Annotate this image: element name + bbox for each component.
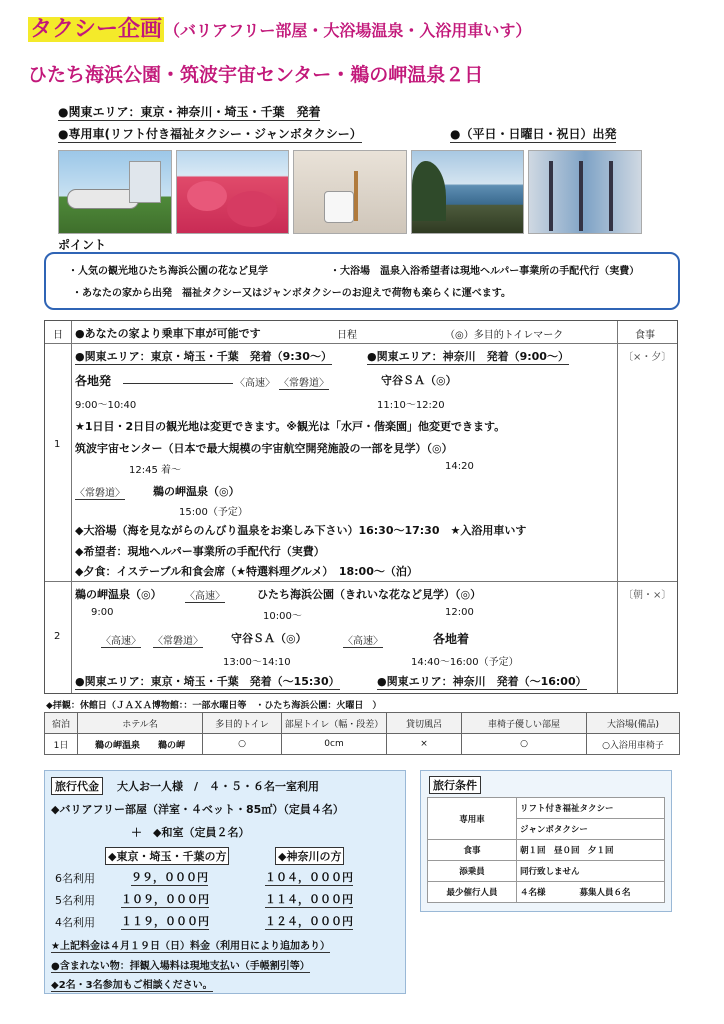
price-value: １０４，０００円 (265, 871, 353, 884)
cond-min-label: 最少催行人員 (428, 882, 517, 903)
cond-vehicle2: ジャンボタクシー (517, 819, 665, 840)
day1-line6a: 12:45 着〜 (129, 465, 181, 476)
day2-line3d: 〈高速〉 (343, 632, 383, 648)
day2-line1b: 〈高速〉 (185, 587, 225, 603)
point-item-1: ・人気の観光地ひたち海浜公園の花など見学 (68, 266, 268, 277)
day1-line10: ◆希望者：現地ヘルパー事業所の手配代行（実費） (75, 545, 325, 558)
acc-header-large-bath: 大浴場(備品) (587, 713, 680, 734)
price-value: ９９，０００円 (131, 871, 208, 884)
day1-line3a: 9:00〜10:40 (75, 400, 137, 411)
area-line: ●関東エリア：東京・神奈川・埼玉・千葉 発着 (58, 105, 321, 119)
price-row-label: 6名利用 (55, 872, 95, 885)
pricing-note1: ★上記料金は４月１９日（日）料金（利用日により追加あり） (51, 937, 330, 953)
header-toilet-mark: （◎）多目的トイレマーク (445, 330, 564, 341)
pricing-col2: ◆神奈川の方 (275, 847, 344, 865)
pricing-box (44, 770, 406, 994)
route-line (123, 383, 233, 384)
conditions-box (420, 770, 672, 912)
day2-line2a: 9:00 (91, 607, 114, 618)
day1-line7a: 〈常磐道〉 (75, 484, 125, 500)
acc-cell: ○入浴用車椅子 (587, 734, 680, 755)
acc-cell: ○ (462, 734, 587, 755)
day2-line4a: 13:00〜14:10 (223, 657, 291, 668)
itinerary-table (44, 320, 678, 694)
day2-line3e: 各地着 (433, 632, 470, 646)
day2-line2b: 10:00〜 (263, 611, 302, 622)
day1-line8: 15:00（予定） (179, 507, 248, 518)
acc-cell: ○ (203, 734, 282, 755)
title-sub: （バリアフリー部屋・大浴場温泉・入浴用車いす） (164, 21, 532, 40)
pricing-room2: ＋ ◆和室（定員２名） (131, 826, 250, 839)
acc-cell: 1日 (45, 734, 78, 755)
cond-min-value: ４名様 (520, 888, 546, 898)
price-value: １１９，０００円 (121, 915, 209, 928)
conditions-label: 旅行条件 (429, 776, 481, 794)
day2-line3b: 〈常磐道〉 (153, 632, 203, 648)
pricing-note2: ●含まれない物：拝観入場料は現地支払い（手帳割引等） (51, 957, 310, 973)
pricing-room1: ◆バリアフリー部屋（洋室・４ベット・85㎡）（定員４名） (51, 803, 344, 816)
price-value: １２４，０００円 (265, 915, 353, 928)
header-day: 日 (53, 330, 63, 341)
day1-line2d: 守谷ＳＡ（◎） (381, 374, 457, 387)
cond-meal: 朝１回 昼０回 夕１回 (517, 840, 665, 861)
day1-line1b: ●関東エリア：神奈川 発着（9:00〜） (367, 350, 569, 363)
coastal-view-photo (411, 150, 525, 234)
day1-line11: ◆夕食：イステーブル和食会席（★特選料理グルメ） 18:00〜（泊） (75, 565, 418, 578)
acc-header-toilet: 多目的トイレ (203, 713, 282, 734)
day2-meal: 〔朝・×〕 (623, 590, 672, 601)
price-value: １１４，０００円 (265, 893, 353, 906)
points-box (44, 252, 680, 310)
title-highlight: タクシー企画 (30, 17, 163, 42)
day2-line3a: 〈高速〉 (101, 632, 141, 648)
price-row-label: 4名利用 (55, 916, 95, 929)
cond-min (517, 882, 665, 903)
kochia-hills-photo (176, 150, 290, 234)
day1-line3b: 11:10〜12:20 (377, 400, 445, 411)
price-value: １０９，０００円 (121, 893, 209, 906)
header-meal: 食事 (635, 330, 655, 341)
day1-label: 1 (54, 439, 61, 450)
day2-line5b: ●関東エリア：神奈川 発着（〜16:00） (377, 675, 587, 688)
day1-line5: 筑波宇宙センター（日本で最大規模の宇宙航空開発施設の一部を見学）（◎） (75, 442, 453, 455)
day2-line1c: ひたち海浜公園（きれいな花など見学）（◎） (257, 588, 482, 601)
acc-cell: 0cm (282, 734, 387, 755)
acc-cell: × (387, 734, 462, 755)
hotel-corridor-photo (528, 150, 642, 234)
acc-cell: 鵜の岬温泉 鵜の岬 (78, 734, 203, 755)
price-row-label: 5名利用 (55, 894, 95, 907)
vehicle-line: ●専用車(リフト付き福祉タクシー・ジャンボタクシー） (58, 127, 362, 141)
pricing-col1: ◆東京・埼玉・千葉の方 (105, 847, 229, 865)
point-item-2: ・大浴場 温泉入浴希望者は現地ヘルパー事業所の手配代行（実費） (330, 266, 640, 277)
acc-header-private-bath: 貸切風呂 (387, 713, 462, 734)
pricing-note3: ◆2名・3名参加もご相談ください。 (51, 976, 213, 992)
day1-line2c: 〈常磐道〉 (279, 374, 329, 390)
pricing-basis: 大人お一人様 / ４・５・６名一室利用 (117, 780, 320, 793)
cond-staff-label: 添乗員 (428, 861, 517, 882)
cond-vehicle-label: 専用車 (428, 798, 517, 840)
day2-label: 2 (54, 631, 61, 642)
cond-capacity: 募集人員６名 (579, 888, 631, 898)
day1-line4: ★1日目・2日目の観光地は変更できます。※観光は「水戸・偕楽園」他変更できます。 (75, 420, 506, 433)
page-subtitle: ひたち海浜公園・筑波宇宙センター・鵜の岬温泉２日 (28, 64, 484, 86)
space-center-rocket-photo (58, 150, 172, 234)
point-item-3: ・あなたの家から出発 福祉タクシー又はジャンボタクシーのお迎えで荷物も楽らくに運べます。 (72, 288, 511, 299)
day1-line2a: 各地発 (75, 374, 112, 388)
cond-meal-label: 食事 (428, 840, 517, 861)
header-schedule: 日程 (337, 330, 357, 341)
day1-line9: ◆大浴場（海を見ながらのんびり温泉をお楽しみ下さい）16:30〜17:30 ★入浴用車いす (75, 524, 527, 537)
cond-vehicle1: リフト付き福祉タクシー (517, 798, 665, 819)
pricing-label: 旅行代金 (51, 777, 103, 795)
day1-line1a: ●関東エリア：東京・埼玉・千葉 発着（9:30〜） (75, 350, 332, 363)
accessible-bathroom-photo (293, 150, 407, 234)
cond-staff: 同行致しません (517, 861, 665, 882)
day2-line3c: 守谷ＳＡ（◎） (231, 632, 307, 645)
day2-line2c: 12:00 (445, 607, 474, 618)
day2-line4b: 14:40〜16:00（予定） (411, 657, 519, 668)
day2-line1a: 鵜の岬温泉（◎） (75, 588, 162, 601)
day1-line2b: 〈高速〉 (235, 378, 275, 389)
day1-line7b: 鵜の岬温泉（◎） (153, 485, 240, 498)
conditions-table (427, 797, 665, 903)
day1-line6b: 14:20 (445, 461, 474, 472)
page-title (28, 12, 531, 43)
departure-line: ●（平日・日曜日・祝日）出発 (450, 127, 617, 141)
day2-line5a: ●関東エリア：東京・埼玉・千葉 発着（〜15:30） (75, 675, 340, 688)
acc-header-room-toilet: 部屋トイレ（幅・段差） (282, 713, 387, 734)
acc-header-stay: 宿泊 (45, 713, 78, 734)
header-note: ●あなたの家より乗車下車が可能です (75, 327, 261, 340)
closed-days-note: ◆拝観：休館日（ＪＡＸＡ博物館：：一部水曜日等 ・ひたち海浜公園：火曜日 ） (46, 701, 382, 711)
points-label: ポイント (58, 238, 107, 252)
photo-strip (58, 150, 642, 232)
acc-header-wheelchair-room: 車椅子優しい部屋 (462, 713, 587, 734)
day1-meal: 〔×・夕〕 (623, 352, 672, 363)
acc-header-hotel: ホテル名 (78, 713, 203, 734)
accommodation-table (44, 712, 680, 755)
